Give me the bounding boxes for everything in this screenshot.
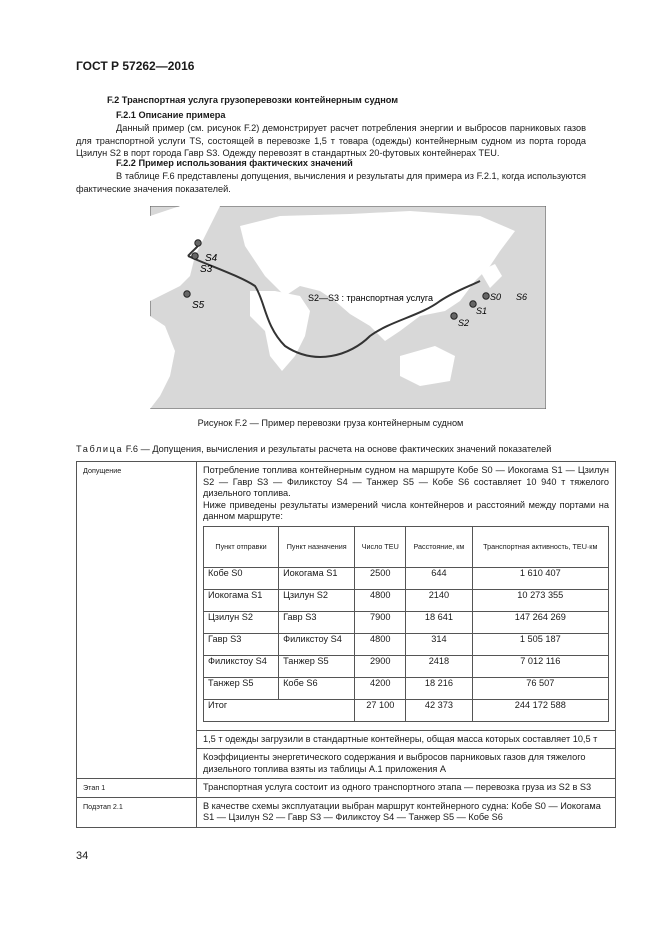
subsection-text-1-body: Данный пример (см. рисунок F.2) демонстрирует расчет потребления энергии и выбросов парниковых газов для транспортной услуги TS, состоящей в перевозке 1,5 т товара (одежды) контейнерным судном из порта города Цзилун S2 в порт города Гавр S3. Одежду перевозят в стандартных 20-футовых контейнерах TEU. (76, 123, 586, 158)
table-row-stage (77, 779, 616, 798)
route-from: Танжер S5 (204, 677, 279, 699)
table-caption (76, 444, 551, 454)
row-label-substage: Подэтап 2.1 (77, 797, 197, 827)
route-from: Филикстоу S4 (204, 655, 279, 677)
port-s4-marker (195, 240, 201, 246)
port-s2-marker (451, 313, 457, 319)
port-s5-marker (184, 291, 190, 297)
label-route: S2—S3 : транспортная услуга (308, 293, 434, 303)
route-teu: 2900 (355, 655, 406, 677)
route-teu: 2500 (355, 567, 406, 589)
route-to: Танжер S5 (279, 655, 355, 677)
table-row-assumption (77, 462, 616, 731)
table-row (204, 633, 609, 655)
label-s0: S0 (490, 292, 502, 302)
route-activity: 76 507 (472, 677, 608, 699)
label-s2: S2 (458, 318, 470, 328)
routes-header-4: Транспортная активность, TEU·км (472, 526, 608, 567)
subsection-text-2-body: В таблице F.6 представлены допущения, вычисления и результаты для примера из F.2.1, когда используются фактические значения показателей. (76, 171, 586, 194)
route-from: Иокогама S1 (204, 589, 279, 611)
routes-header-3: Расстояние, км (406, 526, 472, 567)
port-s3-marker (192, 253, 198, 259)
route-to: Гавр S3 (279, 611, 355, 633)
label-s4: S4 (205, 253, 218, 264)
total-teu: 27 100 (355, 699, 406, 721)
routes-total-row (204, 699, 609, 721)
table-row (204, 655, 609, 677)
world-map-figure (150, 206, 546, 409)
route-from: Цзилун S2 (204, 611, 279, 633)
route-distance: 644 (406, 567, 472, 589)
world-map (150, 206, 546, 409)
routes-header-row (204, 526, 609, 567)
subsection-text-2 (76, 170, 586, 195)
route-to: Цзилун S2 (279, 589, 355, 611)
route-from: Гавр S3 (204, 633, 279, 655)
label-s5: S5 (192, 300, 205, 311)
cargo-cell: 1,5 т одежды загрузили в стандартные контейнеры, общая масса которых составляет 10,5 т (197, 730, 616, 749)
route-distance: 2140 (406, 589, 472, 611)
port-s0-marker (483, 293, 489, 299)
label-s6: S6 (516, 292, 528, 302)
row-label-assumption: Допущение (77, 462, 197, 779)
page-number: 34 (76, 850, 89, 862)
data-table (76, 461, 616, 828)
route-activity: 1 610 407 (472, 567, 608, 589)
route-activity: 147 264 269 (472, 611, 608, 633)
table-row-substage (77, 797, 616, 827)
routes-table (203, 526, 609, 722)
route-distance: 18 216 (406, 677, 472, 699)
route-to: Кобе S6 (279, 677, 355, 699)
route-to: Иокогама S1 (279, 567, 355, 589)
row-label-stage: Этап 1 (77, 779, 197, 798)
subsection-title-1: F.2.1 Описание примера (116, 110, 226, 120)
routes-header-2: Число TEU (355, 526, 406, 567)
section-title: F.2 Транспортная услуга грузоперевозки контейнерным судном (107, 95, 399, 105)
route-teu: 4800 (355, 589, 406, 611)
table-row (204, 589, 609, 611)
table-caption-prefix: Таблица (76, 444, 124, 454)
coefficients-cell: Коэффициенты энергетического содержания и выбросов парниковых газов для тяжелого дизельного топлива взяты из таблицы А.1 приложения А (197, 749, 616, 779)
subsection-text-1 (76, 122, 586, 160)
assumption-text-1: Потребление топлива контейнерным судном на маршруте Кобе S0 — Иокогама S1 — Цзилун S2 — Гавр S3 — Филикстоу S4 — Танжер S5 — Кобе S6 составляет 10 940 т тяжелого дизельного топлива. (203, 465, 609, 498)
assumption-cell (197, 462, 616, 731)
route-distance: 314 (406, 633, 472, 655)
route-activity: 1 505 187 (472, 633, 608, 655)
total-label: Итог (204, 699, 355, 721)
label-s3: S3 (200, 264, 213, 275)
substage-cell: В качестве схемы эксплуатации выбран маршрут контейнерного судна: Кобе S0 — Иокогама S1 — Цзилун S2 — Гавр S3 — Филикстоу S4 — Танжер S5 — Кобе S6 (197, 797, 616, 827)
table-caption-text: F.6 — Допущения, вычисления и результаты расчета на основе фактических значений показателей (123, 444, 552, 454)
assumption-text-2: Ниже приведены результаты измерений числа контейнеров и расстояний между портами на данном маршруте: (203, 499, 609, 521)
table-row (204, 611, 609, 633)
routes-header-1: Пункт назначения (279, 526, 355, 567)
stage-cell: Транспортная услуга состоит из одного транспортного этапа — перевозка груза из S2 в S3 (197, 779, 616, 798)
route-from: Кобе S0 (204, 567, 279, 589)
document-header: ГОСТ Р 57262—2016 (76, 59, 195, 73)
figure-caption: Рисунок F.2 — Пример перевозки груза контейнерным судном (197, 418, 464, 428)
route-teu: 4800 (355, 633, 406, 655)
route-distance: 2418 (406, 655, 472, 677)
subsection-title-2: F.2.2 Пример использования фактических значений (116, 158, 353, 168)
route-distance: 18 641 (406, 611, 472, 633)
route-activity: 7 012 116 (472, 655, 608, 677)
total-activity: 244 172 588 (472, 699, 608, 721)
route-to: Филикстоу S4 (279, 633, 355, 655)
routes-header-0: Пункт отправки (204, 526, 279, 567)
table-row (204, 567, 609, 589)
total-distance: 42 373 (406, 699, 472, 721)
route-teu: 7900 (355, 611, 406, 633)
table-row (204, 677, 609, 699)
label-s1: S1 (476, 306, 488, 316)
route-activity: 10 273 355 (472, 589, 608, 611)
route-teu: 4200 (355, 677, 406, 699)
